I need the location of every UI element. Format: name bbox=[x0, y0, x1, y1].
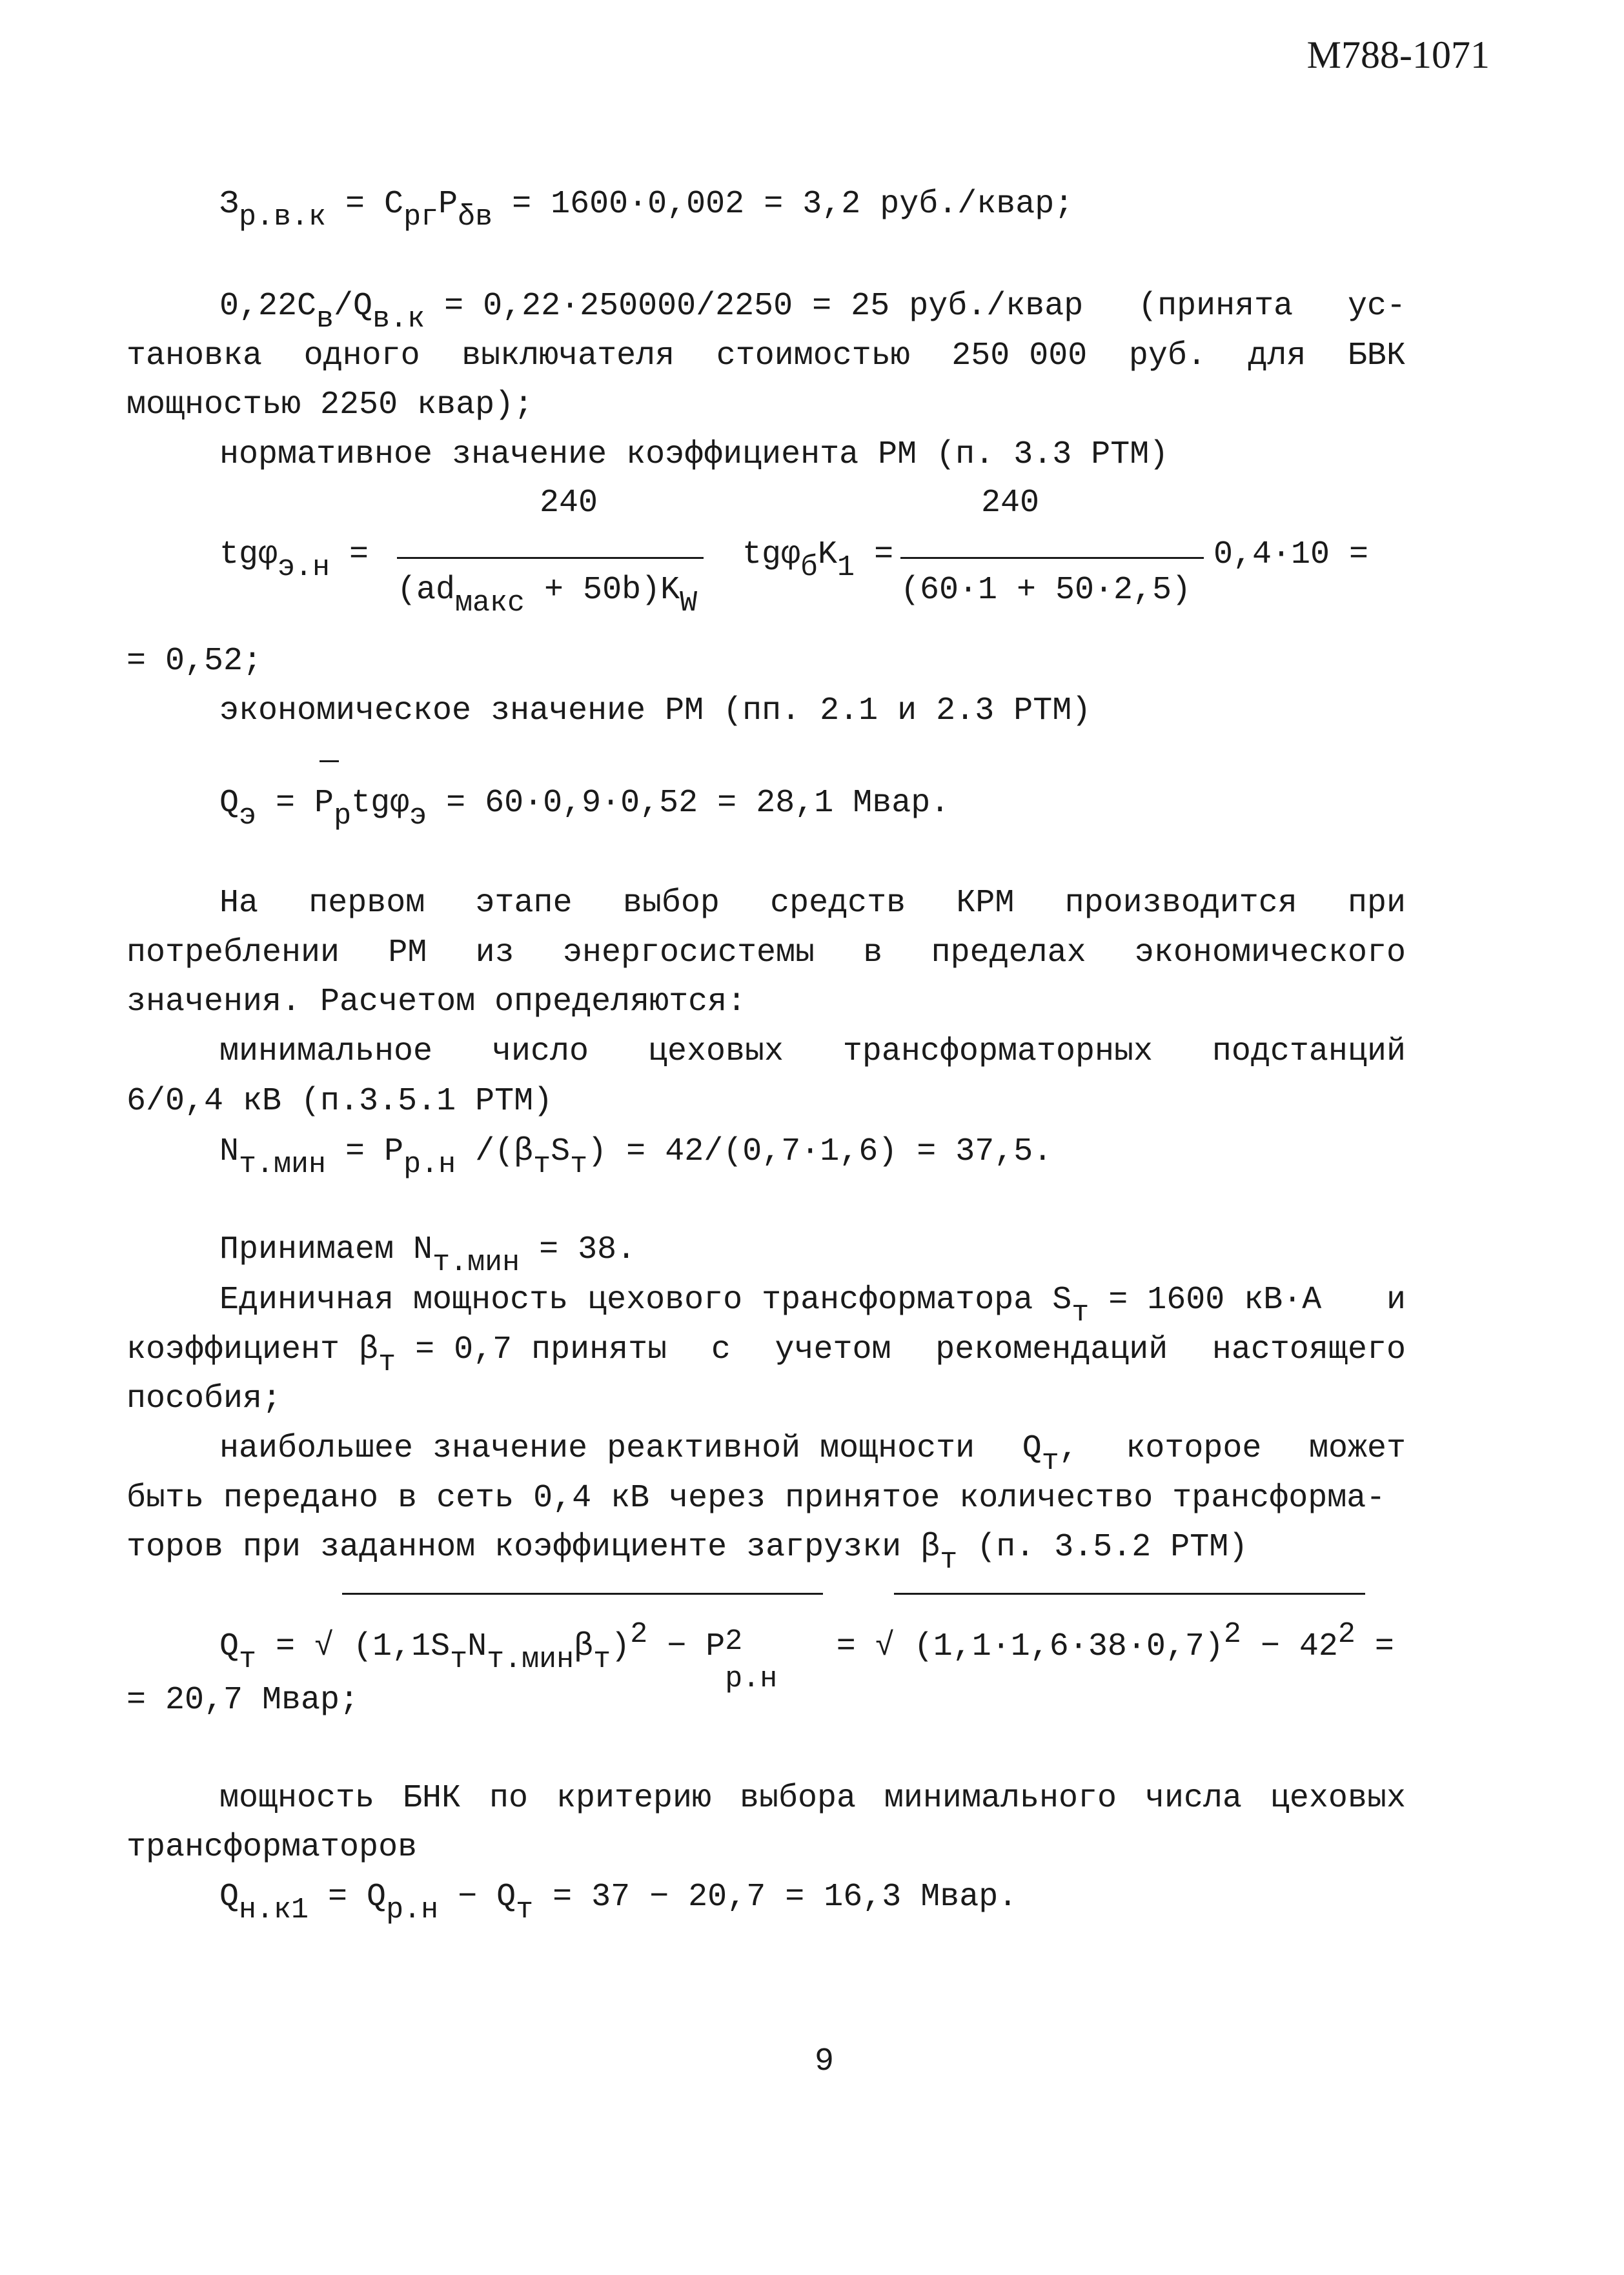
para1-line3: значения. Расчетом определяются: bbox=[127, 984, 747, 1020]
mean-bar bbox=[320, 760, 339, 762]
formula-qnk: $Q_{н.к1} = Q_{р.н} - Q_т = 37 - 20,7 = 16,3$ Мвар. bbox=[219, 1879, 1018, 1926]
para1-line1: На первом этапе выбор средств КРМ производится при bbox=[219, 885, 1406, 922]
tg-norm-lhs: tgφ$_{э.н}$ = bbox=[219, 536, 369, 584]
para3-line3: пособия; bbox=[127, 1380, 282, 1417]
text-line-9: экономическое значение РМ (пп. 2.1 и 2.3 РТМ) bbox=[219, 693, 1091, 729]
formula-qe: $Q_э = P_рtg\varphi_э = 60\cdot 0,9\cdot 0,52 = 28,1$ Мвар. bbox=[219, 785, 950, 833]
fraction-numerator-2: 240 bbox=[981, 485, 1040, 521]
tg-norm-tail: 0,4·10 = bbox=[1213, 536, 1369, 573]
tg-norm-mid: $tg\varphi_бK_1$ = bbox=[742, 536, 894, 584]
para2-line1: минимальное число цеховых трансформаторных подстанций bbox=[219, 1033, 1406, 1070]
text-line-3: тановка одного выключателя стоимостью 250 000 руб. для БВК bbox=[127, 338, 1406, 374]
para3-line1: Единичная мощность цехового трансформатора $S_т = 1600$ кВ·А и bbox=[219, 1282, 1406, 1330]
para5-line2: трансформаторов bbox=[127, 1829, 418, 1866]
fraction-denominator-2: (60·1 + 50·2,5) bbox=[900, 572, 1192, 609]
text-line-4: мощностью 2250 квар); bbox=[127, 387, 534, 423]
text-line-8: = 0,52; bbox=[127, 643, 263, 680]
fraction-bar-1 bbox=[397, 557, 704, 559]
text-line-5: нормативное значение коэффициента РМ (п. 3.3 РТМ) bbox=[219, 436, 1169, 473]
radical-bar-1 bbox=[342, 1593, 823, 1595]
para4-line1: наибольшее значение реактивной мощности $Q_т$, которое может bbox=[219, 1430, 1406, 1478]
radical-bar-2 bbox=[894, 1593, 1365, 1595]
formula-ratio: $0,22С_в/Q_{в.к} = 0,22\cdot 250000/2250 = 25$ руб./квар (принята ус- bbox=[219, 288, 1406, 336]
fraction-denominator-1: $(ad_{макс} + 50b)K_W$ bbox=[397, 572, 698, 620]
para5-line1: мощность БНК по критерию выбора минимального числа цеховых bbox=[219, 1780, 1406, 1817]
para3-line2: коэффициент $\beta_т = 0,7$ приняты с учетом рекомендаций настоящего bbox=[127, 1331, 1406, 1379]
page-number: 9 bbox=[815, 2043, 835, 2080]
formula-qt: $Q_т$ = √ $(1,1S_тN_{т.мин}\beta_т)^2 - P$ 2 р.н = √ $(1,1\cdot 1,6\cdot 38\cdot 0,7)^2 - 42^2$ = bbox=[219, 1617, 1394, 1696]
formula-nt: $N_{т.мин} = P_{р.н}$ $/(\beta_тS_т) = 42/(0,7\cdot 1,6) = 37,5$. bbox=[219, 1133, 1053, 1181]
qt-result: = 20,7 Мвар; bbox=[127, 1682, 360, 1719]
para2-line2: 6/0,4 кВ (п.3.5.1 РТМ) bbox=[127, 1083, 553, 1120]
accept-line: Принимаем $N_{т.мин} = 38$. bbox=[219, 1231, 636, 1279]
para4-line2: быть передано в сеть 0,4 кВ через принятое количество трансформа- bbox=[127, 1480, 1386, 1517]
fraction-bar-2 bbox=[900, 557, 1204, 559]
fraction-numerator-1: 240 bbox=[540, 485, 598, 521]
para4-line3: торов при заданном коэффициенте загрузки $\beta_т$ (п. 3.5.2 РТМ) bbox=[127, 1529, 1248, 1577]
para1-line2: потреблении РМ из энергосистемы в пределах экономического bbox=[127, 935, 1406, 971]
document-code: М788-1071 bbox=[1306, 34, 1490, 76]
formula-zrvk: $З_{р.в.к} = С_{рг}Р_{\delta в} = 1600\cdot 0,002 = 3,2$ руб./квар; bbox=[219, 186, 1074, 234]
